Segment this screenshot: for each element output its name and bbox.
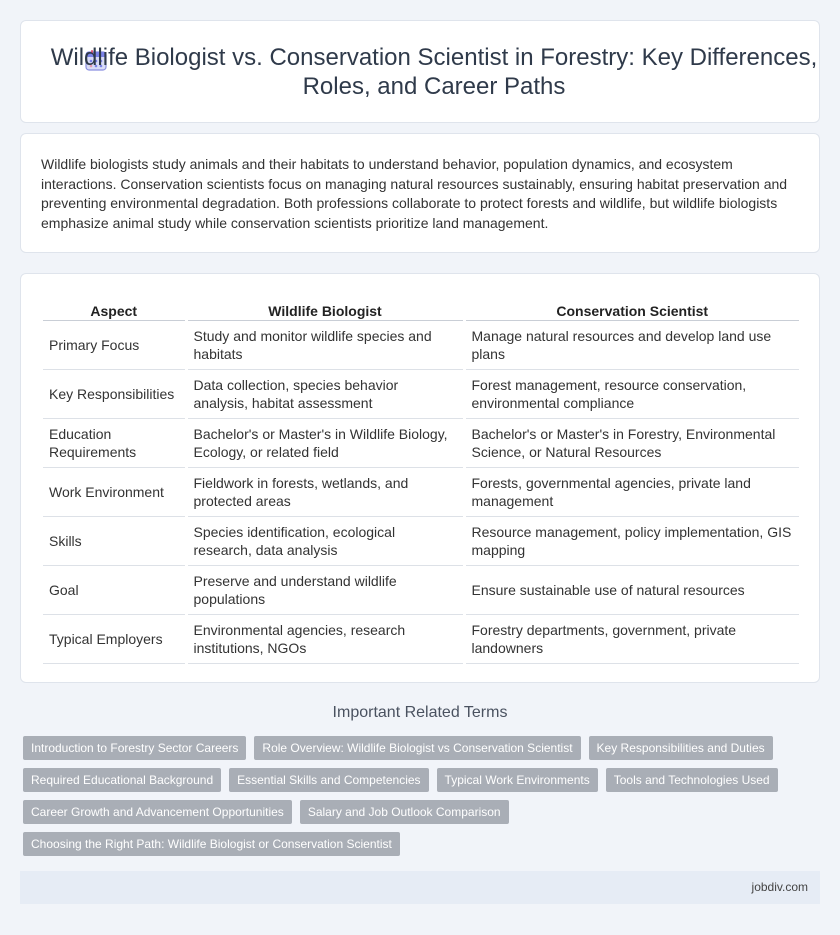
related-term-tag[interactable]: Essential Skills and Competencies bbox=[229, 768, 428, 792]
related-term-tag[interactable]: Career Growth and Advancement Opportunities bbox=[23, 800, 292, 824]
table-row bbox=[43, 320, 799, 369]
table-cell: Species identification, ecological research, data analysis bbox=[186, 516, 464, 565]
table-row bbox=[43, 418, 799, 467]
table-cell: Data collection, species behavior analysis, habitat assessment bbox=[186, 369, 464, 418]
table-header-row bbox=[43, 296, 799, 320]
table-cell: Forests, governmental agencies, private land management bbox=[464, 467, 799, 516]
related-term-tag[interactable]: Salary and Job Outlook Comparison bbox=[300, 800, 509, 824]
table-cell: Resource management, policy implementation, GIS mapping bbox=[464, 516, 799, 565]
related-term-tag[interactable]: Tools and Technologies Used bbox=[606, 768, 778, 792]
tag-row bbox=[23, 768, 803, 792]
table-cell: Bachelor's or Master's in Wildlife Biology, Ecology, or related field bbox=[186, 418, 464, 467]
intro-card bbox=[20, 133, 820, 253]
table-cell: Typical Employers bbox=[43, 614, 186, 663]
table-cell: Bachelor's or Master's in Forestry, Environmental Science, or Natural Resources bbox=[464, 418, 799, 467]
tag-row bbox=[23, 736, 803, 760]
table-cell: Skills bbox=[43, 516, 186, 565]
comparison-table-card bbox=[20, 273, 820, 683]
related-terms-list bbox=[23, 736, 803, 864]
related-term-tag[interactable]: Role Overview: Wildlife Biologist vs Conservation Scientist bbox=[254, 736, 580, 760]
related-terms-title: Important Related Terms bbox=[332, 704, 508, 721]
table-cell: Forest management, resource conservation, environmental compliance bbox=[464, 369, 799, 418]
table-row bbox=[43, 467, 799, 516]
table-row bbox=[43, 614, 799, 663]
table-cell: Work Environment bbox=[43, 467, 186, 516]
related-term-tag[interactable]: Choosing the Right Path: Wildlife Biologist or Conservation Scientist bbox=[23, 832, 400, 856]
footer bbox=[20, 871, 820, 904]
table-row bbox=[43, 516, 799, 565]
related-term-tag[interactable]: Introduction to Forestry Sector Careers bbox=[23, 736, 246, 760]
header-card bbox=[20, 20, 820, 123]
table-cell: Fieldwork in forests, wetlands, and protected areas bbox=[186, 467, 464, 516]
tag-row bbox=[23, 800, 803, 824]
related-term-tag[interactable]: Required Educational Background bbox=[23, 768, 221, 792]
comparison-table bbox=[43, 296, 799, 664]
table-cell: Ensure sustainable use of natural resources bbox=[464, 565, 799, 614]
tag-row bbox=[23, 832, 803, 856]
table-cell: Primary Focus bbox=[43, 320, 186, 369]
table-cell: Goal bbox=[43, 565, 186, 614]
column-header: Wildlife Biologist bbox=[186, 296, 464, 320]
page-title: Wildlife Biologist vs. Conservation Scientist in Forestry: Key Differences, Roles, and Career Paths bbox=[50, 44, 818, 100]
table-cell: Forestry departments, government, private landowners bbox=[464, 614, 799, 663]
related-term-tag[interactable]: Typical Work Environments bbox=[437, 768, 598, 792]
table-row bbox=[43, 369, 799, 418]
table-cell: Manage natural resources and develop land use plans bbox=[464, 320, 799, 369]
related-term-tag[interactable]: Key Responsibilities and Duties bbox=[589, 736, 773, 760]
table-cell: Key Responsibilities bbox=[43, 369, 186, 418]
footer-site-link[interactable]: jobdiv.com bbox=[751, 880, 808, 894]
table-cell: Education Requirements bbox=[43, 418, 186, 467]
table-cell: Environmental agencies, research institutions, NGOs bbox=[186, 614, 464, 663]
column-header: Conservation Scientist bbox=[464, 296, 799, 320]
table-cell: Study and monitor wildlife species and habitats bbox=[186, 320, 464, 369]
table-cell: Preserve and understand wildlife populations bbox=[186, 565, 464, 614]
table-row bbox=[43, 565, 799, 614]
intro-paragraph: Wildlife biologists study animals and their habitats to understand behavior, population dynamics, and ecosystem interactions. Conservation scientists focus on managing natural resources sustainably, ensuring habitat preservation and preventing environmental degradation. Both professions collaborate to protect forests and wildlife, but wildlife biologists emphasize animal study while conservation scientists prioritize land management. bbox=[41, 156, 788, 231]
column-header: Aspect bbox=[43, 296, 186, 320]
